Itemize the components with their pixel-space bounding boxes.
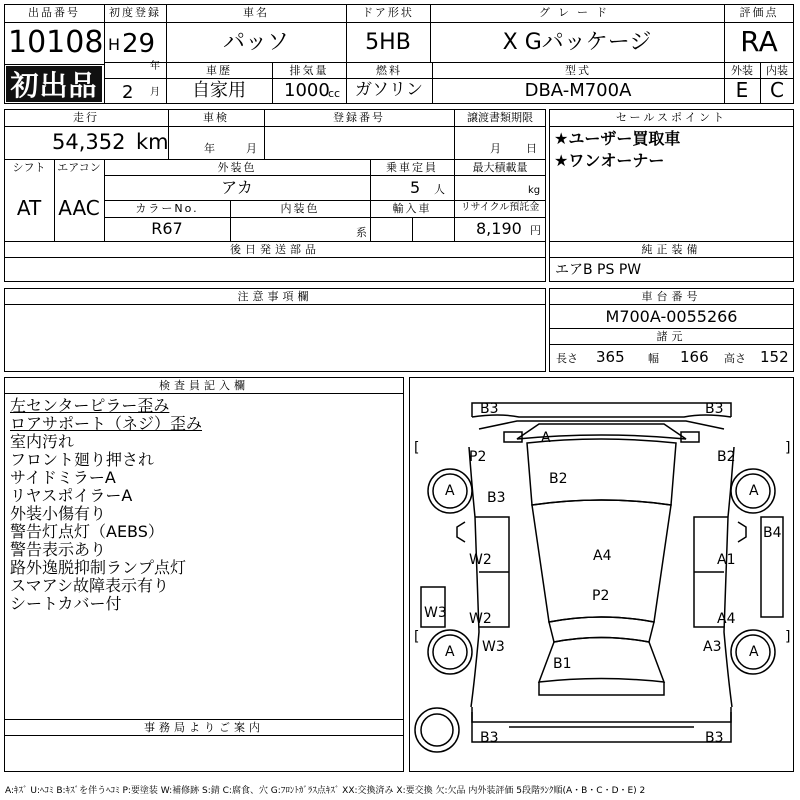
damage-mark: B2	[717, 449, 736, 465]
color-no-value: R67	[151, 219, 183, 238]
car-name-value: パッソ	[222, 30, 289, 55]
score-label: 評価点	[739, 6, 779, 19]
shift-label: シフト	[12, 161, 46, 174]
chassis-value: M700A-0055266	[605, 307, 738, 326]
damage-mark: B3	[480, 401, 499, 417]
inspector-note: リヤスポイラーA	[10, 486, 133, 505]
damage-mark: A3	[703, 639, 722, 655]
damage-mark: W3	[424, 605, 447, 621]
aircon-value: AAC	[58, 196, 100, 220]
history-label: 車歴	[206, 64, 232, 77]
later-parts-label: 後日発送部品	[230, 243, 320, 256]
damage-mark: W2	[469, 611, 492, 627]
sales-point-item: ★ユーザー買取車	[554, 129, 681, 148]
damage-mark: A	[749, 644, 759, 660]
inspection-year-unit: 年	[204, 142, 215, 155]
damage-mark: W2	[469, 552, 492, 568]
exterior-score-value: E	[735, 78, 749, 102]
mileage-unit: km	[136, 130, 169, 154]
inspection-label: 車検	[203, 111, 229, 124]
car-name-label: 車名	[243, 6, 269, 19]
caution-label: 注意事項欄	[237, 290, 313, 303]
damage-mark: ]	[785, 629, 791, 645]
damage-mark: [	[414, 440, 420, 456]
fuel-label: 燃料	[376, 64, 402, 77]
sales-point-item: ★ワンオーナー	[554, 151, 665, 170]
sales-points-label: セールスポイント	[615, 111, 727, 124]
height-label: 高さ	[724, 352, 746, 365]
mileage-value: 54,352	[52, 130, 126, 154]
damage-mark: B3	[705, 730, 724, 746]
displacement-label: 排気量	[289, 64, 329, 77]
equipment-label: 純正装備	[641, 243, 702, 256]
model-label: 型式	[565, 64, 591, 77]
transfer-day-unit: 日	[526, 142, 537, 155]
inspector-note: スマアシ故障表示有り	[10, 576, 170, 595]
fuel-value: ガソリン	[355, 80, 423, 100]
inspector-note: 警告灯点灯（AEBS）	[10, 522, 164, 541]
score-value: RA	[740, 25, 778, 58]
damage-mark: B3	[480, 730, 499, 746]
width-value: 166	[680, 348, 709, 366]
inspector-note: ロアサポート（ネジ）歪み	[10, 414, 203, 433]
color-no-label: カラーNo.	[135, 202, 199, 215]
capacity-label: 乗車定員	[386, 161, 438, 174]
capacity-unit: 人	[434, 183, 445, 196]
equipment-value: エアB PS PW	[555, 262, 642, 278]
damage-mark: A1	[717, 552, 736, 568]
registration-year: 29	[122, 29, 156, 59]
transfer-month-unit: 月	[490, 142, 501, 155]
damage-mark: P2	[469, 449, 487, 465]
registration-era: H	[108, 35, 121, 54]
ext-color-value: アカ	[221, 178, 253, 197]
plate-label: 登録番号	[333, 111, 385, 124]
inspector-note: サイドミラーA	[10, 468, 116, 487]
inspector-note: 外装小傷有り	[10, 504, 107, 523]
registration-month-unit: 月	[150, 87, 160, 98]
displacement-value: 1000	[284, 80, 330, 101]
doors-value: 5HB	[365, 30, 411, 55]
recycle-value: 8,190	[476, 219, 522, 238]
dimensions-label: 諸元	[656, 330, 687, 343]
chassis-label: 車台番号	[641, 290, 702, 303]
damage-mark: A	[749, 483, 759, 499]
shift-value: AT	[16, 196, 42, 220]
registration-label: 初度登録	[109, 6, 161, 19]
max-load-label: 最大積載量	[472, 161, 528, 174]
interior-score-label: 内装	[766, 64, 788, 77]
int-color-suffix: 系	[356, 226, 367, 239]
registration-year-unit: 年	[150, 61, 160, 72]
import-label: 輸入車	[392, 202, 432, 215]
damage-mark: B4	[763, 525, 782, 541]
damage-mark: A4	[717, 611, 736, 627]
height-value: 152	[760, 348, 789, 366]
mileage-label: 走行	[73, 111, 99, 124]
damage-mark: B3	[705, 401, 724, 417]
grade-value: X Gパッケージ	[502, 30, 652, 55]
lot-number: 10108	[8, 25, 104, 60]
interior-score-value: C	[770, 78, 784, 102]
length-value: 365	[596, 348, 625, 366]
transfer-deadline-label: 譲渡書類期限	[467, 111, 533, 124]
damage-mark: A	[445, 644, 455, 660]
doors-label: ドア形状	[362, 6, 414, 19]
exterior-score-label: 外装	[731, 64, 753, 77]
registration-month: 2	[122, 82, 134, 103]
damage-mark: A	[445, 483, 455, 499]
car-diagram	[409, 377, 794, 772]
damage-mark: B3	[487, 490, 506, 506]
max-load-unit: kg	[528, 185, 541, 196]
recycle-unit: 円	[530, 224, 541, 237]
damage-mark: [	[414, 629, 420, 645]
inspector-note: 左センターピラー歪み	[10, 396, 170, 415]
damage-mark: B1	[553, 656, 572, 672]
inspector-note: 警告表示あり	[10, 540, 107, 559]
width-label: 幅	[648, 352, 659, 365]
inspector-note: シートカバー付	[10, 594, 122, 613]
inspector-note: 路外逸脱抑制ランプ点灯	[10, 558, 187, 577]
inspector-label: 検査員記入欄	[159, 379, 249, 392]
history-value: 自家用	[192, 80, 246, 101]
aircon-label: エアコン	[57, 161, 101, 174]
lot-label: 出品番号	[28, 6, 80, 19]
damage-mark: W3	[482, 639, 505, 655]
damage-mark: B2	[549, 471, 568, 487]
capacity-value: 5	[410, 178, 421, 197]
model-value: DBA-M700A	[524, 80, 632, 101]
inspector-note: 室内汚れ	[10, 432, 75, 451]
inspection-month-unit: 月	[246, 142, 257, 155]
displacement-unit: cc	[328, 87, 341, 100]
office-label: 事務局よりご案内	[144, 721, 264, 734]
recycle-label: リサイクル預託金	[460, 202, 540, 213]
grade-label: グレード	[539, 6, 615, 19]
damage-mark: ]	[785, 440, 791, 456]
length-label: 長さ	[556, 352, 578, 365]
damage-mark: A	[541, 430, 551, 446]
damage-mark: A4	[593, 548, 612, 564]
int-color-label: 内装色	[280, 202, 320, 215]
damage-mark: P2	[592, 588, 610, 604]
ext-color-label: 外装色	[217, 161, 257, 174]
first-listing-badge: 初出品	[6, 66, 102, 102]
inspector-note: フロント廻り押され	[10, 450, 155, 469]
legend-footer: A:ｷｽﾞ U:ﾍｺﾐ B:ｷｽﾞを伴うﾍｺﾐ P:要塗装 W:補修跡 S:錆 C:腐食、穴 G:ﾌﾛﾝﾄｶﾞﾗｽ点ｷｽﾞ XX:交換済み X:要交換 欠:欠品 内外装評価 5段階ﾗﾝｸ順(A・B・C・D・E) 2	[5, 786, 646, 796]
